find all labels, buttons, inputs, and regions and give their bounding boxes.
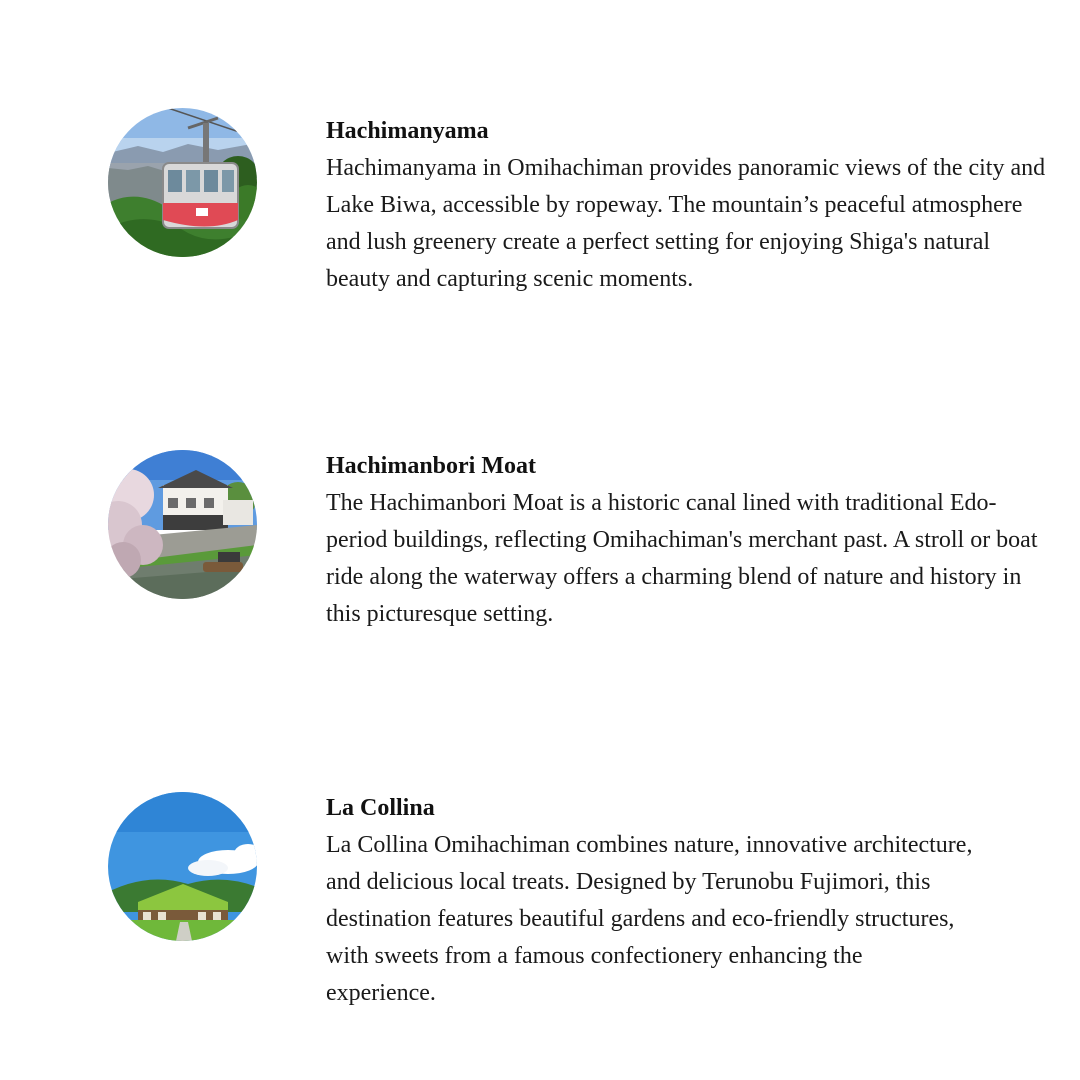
attraction-text bbox=[326, 448, 1046, 633]
ropeway-gondola-image bbox=[108, 108, 257, 257]
attraction-title: La Collina bbox=[326, 795, 435, 821]
attraction-description: The Hachimanbori Moat is a historic canal lined with traditional Edo-period buildings, reflecting Omihachiman's merchant past. A stroll or boat ride along the waterway offers a charming blend of nature and history in this picturesque setting. bbox=[326, 490, 1038, 627]
attraction-description: La Collina Omihachiman combines nature, innovative architecture, and delicious local treats. Designed by Terunobu Fujimori, this destination features beautiful gardens and eco-friendly structures, with sweets from a famous confectionery enhancing the experience. bbox=[326, 832, 973, 1006]
la-collina-photo bbox=[108, 792, 257, 941]
attraction-description: Hachimanyama in Omihachiman provides panoramic views of the city and Lake Biwa, accessible by ropeway. The mountain’s peaceful atmosphere and lush greenery create a perfect setting for enjoying Shiga's natural beauty and capturing scenic moments. bbox=[326, 155, 1046, 292]
attraction-title: Hachimanbori Moat bbox=[326, 453, 536, 479]
hachimanbori-moat-photo bbox=[108, 450, 257, 599]
attraction-text bbox=[326, 113, 1046, 298]
hachimanyama-photo bbox=[108, 108, 257, 257]
canal-cherry-blossom-image bbox=[108, 450, 257, 599]
attraction-text bbox=[326, 790, 976, 1012]
attraction-title: Hachimanyama bbox=[326, 118, 489, 144]
grass-roof-building-image bbox=[108, 792, 257, 941]
